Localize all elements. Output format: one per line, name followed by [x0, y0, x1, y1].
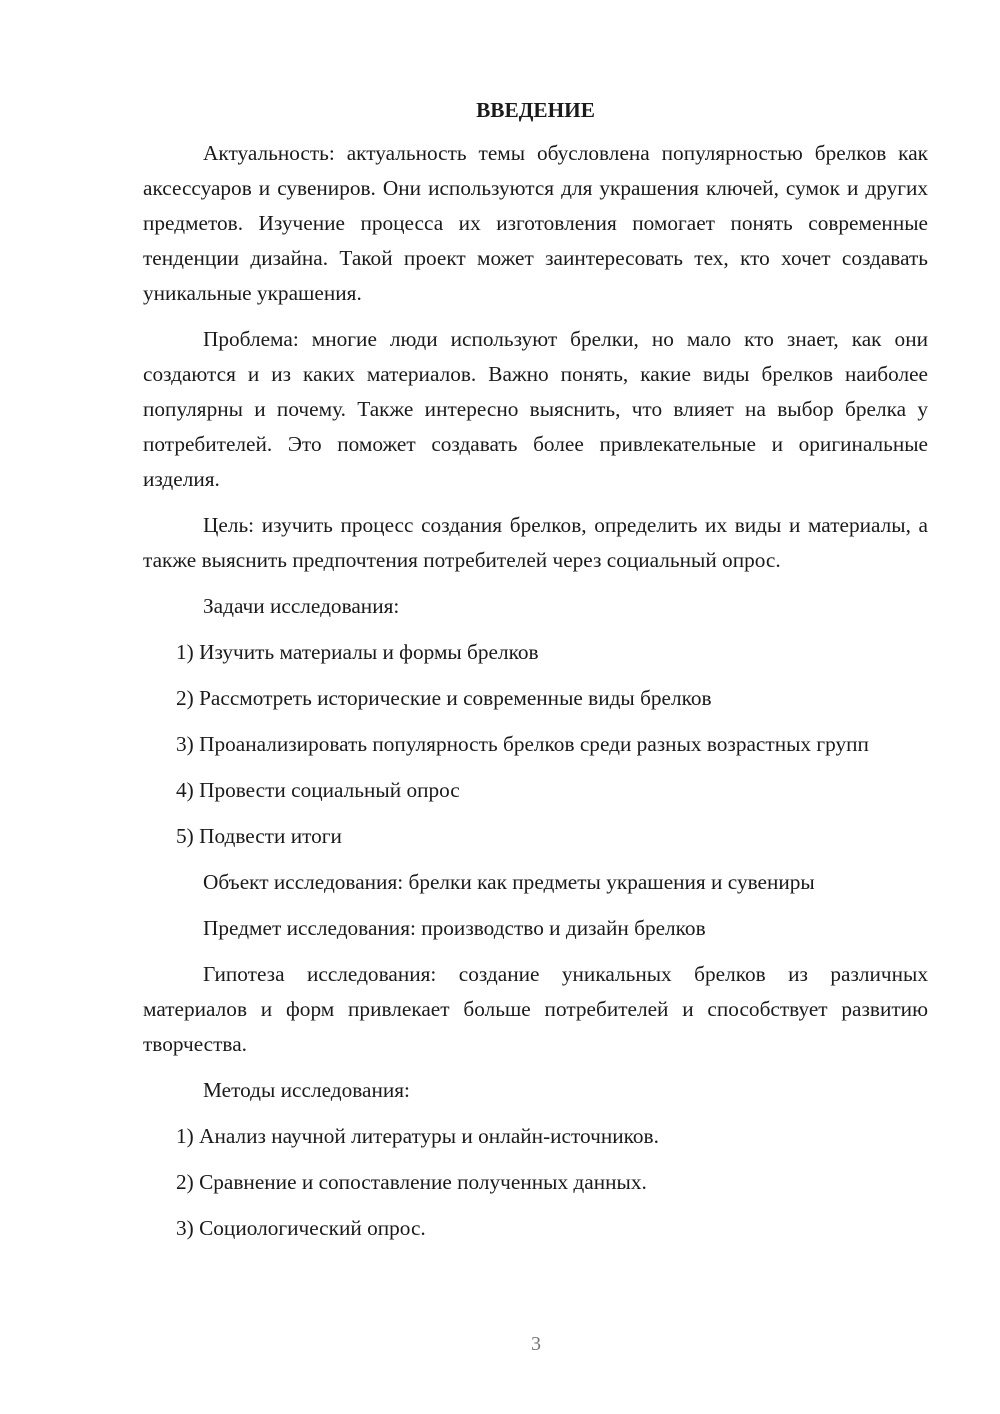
object-line: Объект исследования: брелки как предметы украшения и сувениры: [203, 870, 815, 894]
task-item: 1) Изучить материалы и формы брелков: [176, 640, 539, 664]
methods-heading: Методы исследования:: [203, 1078, 410, 1102]
task-item: 2) Рассмотреть исторические и современные виды брелков: [176, 686, 712, 710]
goal-paragraph: Цель: изучить процесс создания брелков, определить их виды и материалы, а также выяснить предпочтения потребителей через социальный опрос.: [143, 513, 928, 572]
tasks-heading: Задачи исследования:: [203, 594, 400, 618]
relevance-paragraph: Актуальность: актуальность темы обусловлена популярностью брелков как аксессуаров и сувениров. Они используются для украшения ключей, сумок и других предметов. Изучение процесса их изготовления помогает понять современные тенденции дизайна. Такой проект может заинтересовать тех, кто хочет создавать уникальные украшения.: [143, 141, 928, 305]
method-item: 2) Сравнение и сопоставление полученных данных.: [176, 1170, 647, 1194]
page-number: 3: [531, 1333, 541, 1355]
method-item: 3) Социологический опрос.: [176, 1216, 426, 1240]
method-item: 1) Анализ научной литературы и онлайн-источников.: [176, 1124, 659, 1148]
task-item: 3) Проанализировать популярность брелков среди разных возрастных групп: [176, 732, 869, 756]
section-title: ВВЕДЕНИЕ: [476, 98, 595, 122]
tasks-list: [143, 635, 928, 854]
problem-paragraph: Проблема: многие люди используют брелки, но мало кто знает, как они создаются и из каких материалов. Важно понять, какие виды брелков наиболее популярны и почему. Также интересно выяснить, что влияет на выбор брелка у потребителей. Это поможет создавать более привлекательные и оригинальные изделия.: [143, 327, 928, 491]
subject-line: Предмет исследования: производство и дизайн брелков: [203, 916, 706, 940]
methods-list: [143, 1119, 928, 1246]
task-item: 4) Провести социальный опрос: [176, 778, 460, 802]
document-page: [143, 92, 928, 1257]
hypothesis-paragraph: Гипотеза исследования: создание уникальных брелков из различных материалов и форм привлекает больше потребителей и способствует развитию творчества.: [143, 962, 928, 1056]
task-item: 5) Подвести итоги: [176, 824, 342, 848]
